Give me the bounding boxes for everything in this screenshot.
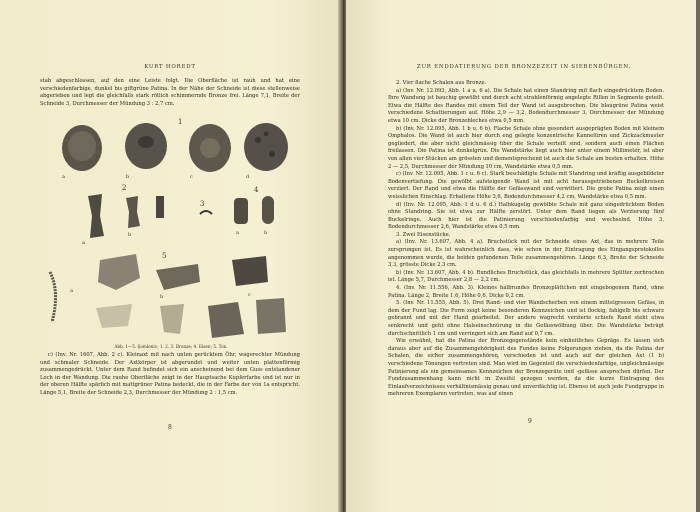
left-page [0, 0, 340, 512]
left-top-paragraph: stab abgeschlossen, auf den eine Leiste folgt. Die Oberfläche ist rauh und hat eine verschiedenfarbige, dunkel bis giftgrüne Patina. In der Nähe der Schneide ist diese stellenweise abgerieben und legt die gleichfalls stark rötlich schimmernde Bronze frei. Länge 7,1, Breite der Schneide 3, Durchmesser der Mündung 3 : 2,7 cm. [40, 78, 300, 107]
left-page-number: 8 [168, 424, 172, 431]
fig-number-2: 2 [122, 184, 127, 192]
fig-letter: a [62, 174, 65, 180]
fig-letter: c [248, 292, 251, 298]
fig-number-1: 1 [178, 118, 183, 126]
right-paragraph: 3. Zwei Eisenstücke. [396, 231, 451, 238]
fig-number-4: 4 [254, 186, 259, 194]
left-bottom-paragraph: c) (Inv. Nr. 1607, Abb. 2 c). Kleinaxt mit nach unten gerücktem Öhr, wagerechter Mündung und schmaler Schneide. Der Axtkörper ist abgerundet und weiter unten plattenförmig zusammengedrückt. Unter dem Rand befindet sich ein anscheinend bei dem Guss entstandener Loch in der Wandung. Die rauhe Oberfläche zeigt in der Hauptsache Kupferfarbe und ist nur in der oberen Hälfte spärlich mit mattgrüner Patina bedeckt, die in der Farbe der von 1a entspricht. Länge 5,1, Breite der Schneide 2,3, Durchmesser der Mündung 2 : 1,5 cm. [40, 352, 300, 396]
right-page-number: 9 [528, 418, 532, 425]
fig-letter: b [128, 232, 132, 238]
right-main-text [388, 80, 664, 399]
right-paragraph: 4. (Inv. Nr. 11.556, Abb. 3). Kleines halbrundes Bronzeplättchen mit eingebogenem Rand, ohne Patina. Länge 2, Breite 1,6, Höhe 0,6, Dicke 0,2 cm. [388, 285, 664, 299]
fig-letter: c [190, 174, 193, 180]
right-paragraph: d) (Inv. Nr. 12.095, Abb. 1 d u. 6 d.) Halbkugelig gewölbte Schale mit ganz eingedrücktem Boden ohne Standring. Sie ist etwa zur Hälfte zerstört. Unter dem Rand liegen als Verzierung fünf Buckelringe. Auch hier ist die Patinierung verschiedenfarbig und wechselnd. Höhe 3, Bodendurchmesser 2,6, Wandstärke etwa 0,5 mm. [388, 201, 664, 231]
axe-images [88, 194, 274, 238]
bowl-images [62, 123, 288, 172]
fig-letter: b [264, 230, 268, 236]
right-paragraph: 2. Vier flache Schalen aus Bronze. [396, 80, 487, 86]
fig-number-3: 3 [200, 200, 205, 208]
left-bottom-text [40, 352, 300, 398]
fig-letter: b [160, 294, 164, 300]
right-paragraph: a) (Inv. Nr. 12.093, Abb. 1 a u. 6 a). Die Schale hat einen Standring mit flach eingedrücktem Boden. Ihre Wandung ist bauchig gewölbt und durch acht strahlenförmig angelegte Rillen in Segmente geteilt. Etwa die Hälfte des Randes mit einem Teil der Wand ist ausgebrochen. Die blaugrüne Patina weist verschiedene Schattierungen auf. Höhe 2,9 — 3,2, Bodendurchmesser 3, Durchmesser der Mündung etwa 10 cm. Dicke der Bronzebleches etwa 0,5 mm. [388, 87, 664, 124]
fig-letter: b [126, 174, 130, 180]
right-page [346, 0, 700, 512]
right-paragraph: b) (Inv. Nr. 12.095, Abb. 1 b u. 6 b). Flache Schale ohne gesondert ausgeprägten Boden mit kleinem Omphalos. Die Wand ist auch hier durch eng gelegte konzentrische Kannelüren und Zickzackmuster gegliedert, die aber nicht gleichmässig über die Schale verteilt sind, sondern auch einen Flächen freilassen. Die Patina ist dunkelgrün. Die Wandstärke liegt auch hier unter einem Millimeter, ist aber von allen vier Stücken am grössten und dementsprechend ist auch die Schale am besten erhalten. Höhe 2 — 2,5, Durchmesser der Mündung 10 cm, Wandstärke etwa 0,5 mm. [388, 125, 664, 170]
right-paragraph: c) (Inv. Nr. 12.095, Abb. 1 c u. 6 c). Stark beschädigte Schale mit Standring und kräftig ausgebildeter Bodenvertiefung. Die gewölbt aufsteigende Wand ist mit acht herausgetriebenen Buckelkreisen verziert. Der Rand und etwa die Hälfte der Gefässwand sind verwittert. Die grobe Patina zeigt einen weisslichen Einschlag. Erhaltene Höhe 3,6, Bodendurchmesser 4,2 cm, Wandstärke etwa 0,5 mm. [388, 171, 664, 200]
fig-number-5: 5 [162, 252, 167, 260]
right-running-head: ZUR ENDDATIERUNG DER BRONZEZEIT IN SIEBENBÜRGEN. [416, 64, 632, 70]
fig-letter: a [236, 230, 239, 236]
left-top-text [40, 78, 300, 108]
book-edge [696, 0, 700, 512]
left-running-head: KURT HOREDT [144, 64, 196, 70]
right-paragraph: a) (Inv. Nr. 13.607, Abb. 4 a). Bruchstück mit der Schneide eines Axt, das in mehrere Teile zersprungen ist. Es ist wahrscheinlich dass, wie schon in der Eintragung des Eingangsprotokolles angenommen wurde, die beiden gefundenen Teile zusammengehören. Länge 6,3, Breite der Schneide 3,3, grösste Dicke 2,3 cm. [388, 239, 664, 269]
fig-letter: a [70, 288, 73, 294]
fig-letter: d [246, 174, 250, 180]
plate-caption: Abb. 1—5. Şomlenic; 1. 2. 3. Bronze; 4. Eisen; 5. Ton. [114, 344, 228, 349]
right-paragraph: b) (Inv. Nr. 13.607, Abb. 4 b). Rundliches Bruchstück, das gleichfalls in mehrere Splitter zerbrochen ist. Länge 5,7, Durchmesser 2,8 — 2,2 cm. [388, 269, 664, 284]
right-paragraph: 5. (Inv. Nr. 11.555, Abb. 5). Drei Rand- und vier Wandscherben von einem mittelgrossen Gefäss, in dem der Fund lag. Die Form zeigt keine besonderen Kennzeichen und ist flockig, fahlgelb bis schwarz gebrannt und mit der Hand gearbeitet. Der andere wagrecht verzierte schiefe Rand steht etwa senkrecht und geht ohne Halseinschnürung in die Gefässwölbung über. Die Wandstärke beträgt durchschnittlich 1 cm und verringert sich am Rand auf 0,7 cm. [388, 300, 664, 337]
artifact-plate-illustration [40, 112, 302, 348]
right-paragraph: Wie erwähnt, hat die Patina der Bronzegegenstände kein einheitliches Gepräge. Es lassen sich daraus aber auf die Zusammengehörigkeit des Fundes keine Folgerungen ziehen, da die Patina der Schalen, die sicher zusammengehören, verschieden ist und auch auf der gleichen Axt (1 b) verschiedene Tönungen vertreten sind. Man wird im Gegenteil die verschiedenfarbige, ungleichmässige Patinierung als ein gemeinsames Kennzeichen der Bronzegeräte und -gefässe ansprechen dürfen. Der Fundzusammenhang kann nicht in Zweifel gezogen werden, da die kurze Eintragung des Einlaufverzeichnisses verhältnismässig genau und unverdächtig ist. Ebenso ist auch jede Fundgruppe in mehreren Exemplaren vertreten, was auf einen [388, 338, 664, 398]
artifact-plate [40, 112, 302, 348]
fig-letter: a [82, 240, 85, 246]
